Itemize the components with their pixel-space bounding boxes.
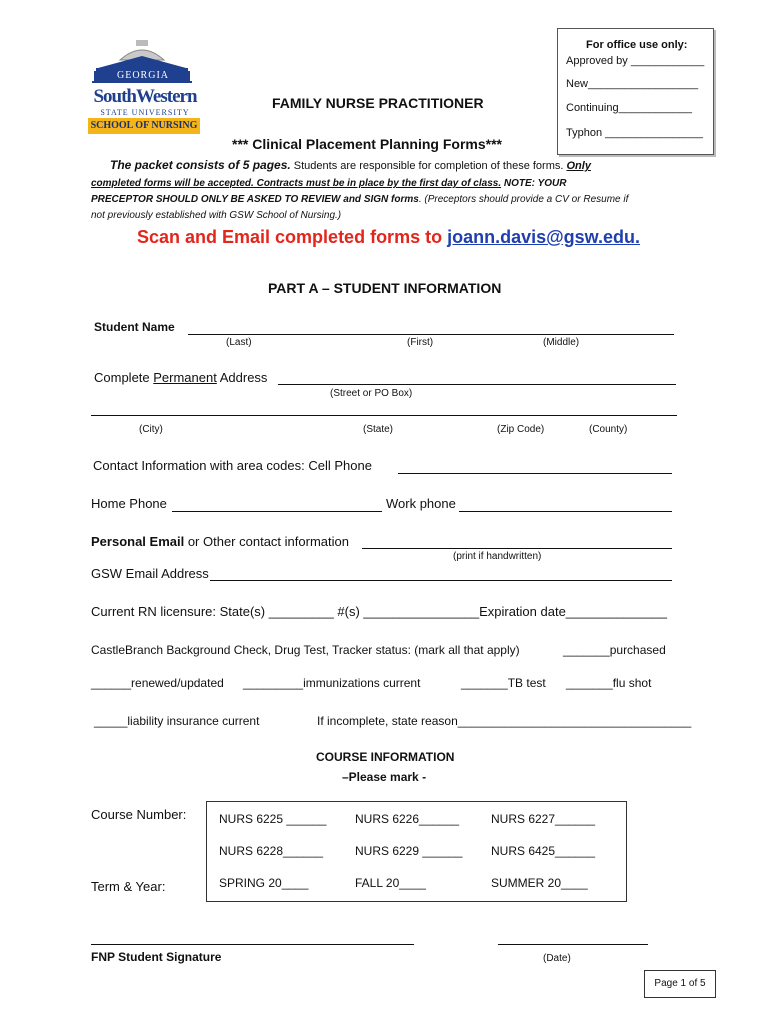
flu-shot-option[interactable]: _______flu shot [566, 676, 652, 690]
address-pre: Complete [94, 370, 154, 385]
intro-note: NOTE: YOUR [501, 178, 567, 189]
address-field[interactable] [278, 384, 676, 385]
work-phone-label: Work phone [386, 496, 456, 511]
signature-field[interactable] [91, 944, 414, 945]
address-permanent: Permanent [153, 370, 217, 385]
other-contact: or Other contact information [184, 534, 349, 549]
cell-phone-field[interactable] [398, 473, 672, 474]
rn-license-row[interactable]: Current RN licensure: State(s) _________ #(s) ________________Expiration date______________ [91, 604, 668, 619]
date-label: (Date) [543, 953, 571, 964]
print-note: (print if handwritten) [453, 551, 542, 562]
student-name-label: Student Name [94, 320, 175, 334]
term-option[interactable]: SUMMER 20____ [491, 876, 588, 890]
first-label: (First) [407, 337, 434, 348]
work-phone-field[interactable] [459, 511, 672, 512]
home-phone-field[interactable] [172, 511, 382, 512]
course-option[interactable]: NURS 6228______ [219, 844, 324, 858]
address-label [94, 370, 267, 385]
course-option[interactable]: NURS 6229 ______ [355, 844, 463, 858]
intro-line-4: not previously established with GSW School of Nursing.) [91, 210, 342, 221]
signature-label: FNP Student Signature [91, 950, 222, 964]
immunizations-option[interactable]: _________immunizations current [243, 676, 421, 690]
course-number-label: Course Number: [91, 807, 187, 822]
page-number: Page 1 of 5 [644, 970, 716, 998]
incomplete-reason[interactable]: If incomplete, state reason___________________________________ [317, 714, 692, 728]
part-a-heading: PART A – STUDENT INFORMATION [268, 280, 502, 296]
address-line-2-field[interactable] [91, 415, 677, 416]
gsw-email-label: GSW Email Address [91, 566, 209, 581]
gsw-logo [80, 38, 205, 138]
office-approved: Approved by ____________ [566, 55, 705, 67]
student-name-field[interactable] [188, 334, 674, 335]
course-option[interactable]: NURS 6226______ [355, 812, 460, 826]
logo-georgia: GEORGIA [117, 70, 169, 81]
county-label: (County) [589, 424, 628, 435]
intro-bold: The packet consists of 5 pages. [110, 158, 291, 172]
course-option[interactable]: NURS 6227______ [491, 812, 596, 826]
term-option[interactable]: FALL 20____ [355, 876, 426, 890]
gsw-email-field[interactable] [210, 580, 672, 581]
renewed-option[interactable]: ______renewed/updated [91, 676, 224, 690]
office-typhon: Typhon ________________ [566, 127, 704, 139]
street-label: (Street or PO Box) [330, 388, 413, 399]
liability-option[interactable]: _____liability insurance current [94, 714, 260, 728]
intro-line-1 [110, 158, 591, 172]
scan-instruction [137, 227, 640, 248]
purchased-option[interactable]: _______purchased [563, 643, 666, 657]
scan-text: Scan and Email completed forms to [137, 227, 448, 247]
please-mark: –Please mark - [342, 770, 427, 784]
personal-email-label [91, 534, 349, 549]
course-option[interactable]: NURS 6425______ [491, 844, 596, 858]
intro-only: Only [566, 160, 591, 172]
office-new: New__________________ [566, 78, 699, 90]
personal-email-field[interactable] [362, 548, 672, 549]
page-title: FAMILY NURSE PRACTITIONER [272, 95, 484, 111]
last-label: (Last) [226, 337, 252, 348]
course-info-heading: COURSE INFORMATION [316, 750, 455, 764]
intro-normal: Students are responsible for completion of these forms. [290, 160, 567, 172]
middle-label: (Middle) [543, 337, 580, 348]
term-option[interactable]: SPRING 20____ [219, 876, 309, 890]
term-year-label: Term & Year: [91, 879, 166, 894]
castlebranch-label: CastleBranch Background Check, Drug Test, Tracker status: (mark all that apply) [91, 643, 520, 657]
office-title: For office use only: [586, 39, 688, 51]
office-continuing: Continuing____________ [566, 102, 693, 114]
home-phone-label: Home Phone [91, 496, 167, 511]
city-label: (City) [139, 424, 163, 435]
logo-school-of-nursing: SCHOOL OF NURSING [90, 120, 198, 131]
date-field[interactable] [498, 944, 648, 945]
intro-line3b: . (Preceptors should provide a CV or Resume if [418, 194, 629, 205]
scan-email-link[interactable]: joann.davis@gsw.edu. [447, 227, 640, 247]
personal-email-bold: Personal Email [91, 534, 185, 549]
address-word: Address [216, 370, 268, 385]
intro-line-3 [91, 194, 628, 205]
office-use-box [557, 28, 714, 155]
logo-state-university: STATE UNIVERSITY [100, 108, 190, 117]
course-option[interactable]: NURS 6225 ______ [219, 812, 327, 826]
page-subtitle: *** Clinical Placement Planning Forms*** [232, 136, 502, 152]
zip-label: (Zip Code) [497, 424, 545, 435]
tb-test-option[interactable]: _______TB test [461, 676, 546, 690]
intro-line-2 [91, 178, 567, 189]
state-label: (State) [363, 424, 394, 435]
course-options-box [206, 801, 627, 902]
intro-line2: completed forms will be accepted. Contracts must be in place by the first day of class. [91, 178, 502, 189]
cell-phone-label: Contact Information with area codes: Cell Phone [93, 458, 372, 473]
logo-southwestern: SouthWestern [93, 86, 197, 107]
intro-line3: PRECEPTOR SHOULD ONLY BE ASKED TO REVIEW and SIGN forms [91, 194, 419, 205]
